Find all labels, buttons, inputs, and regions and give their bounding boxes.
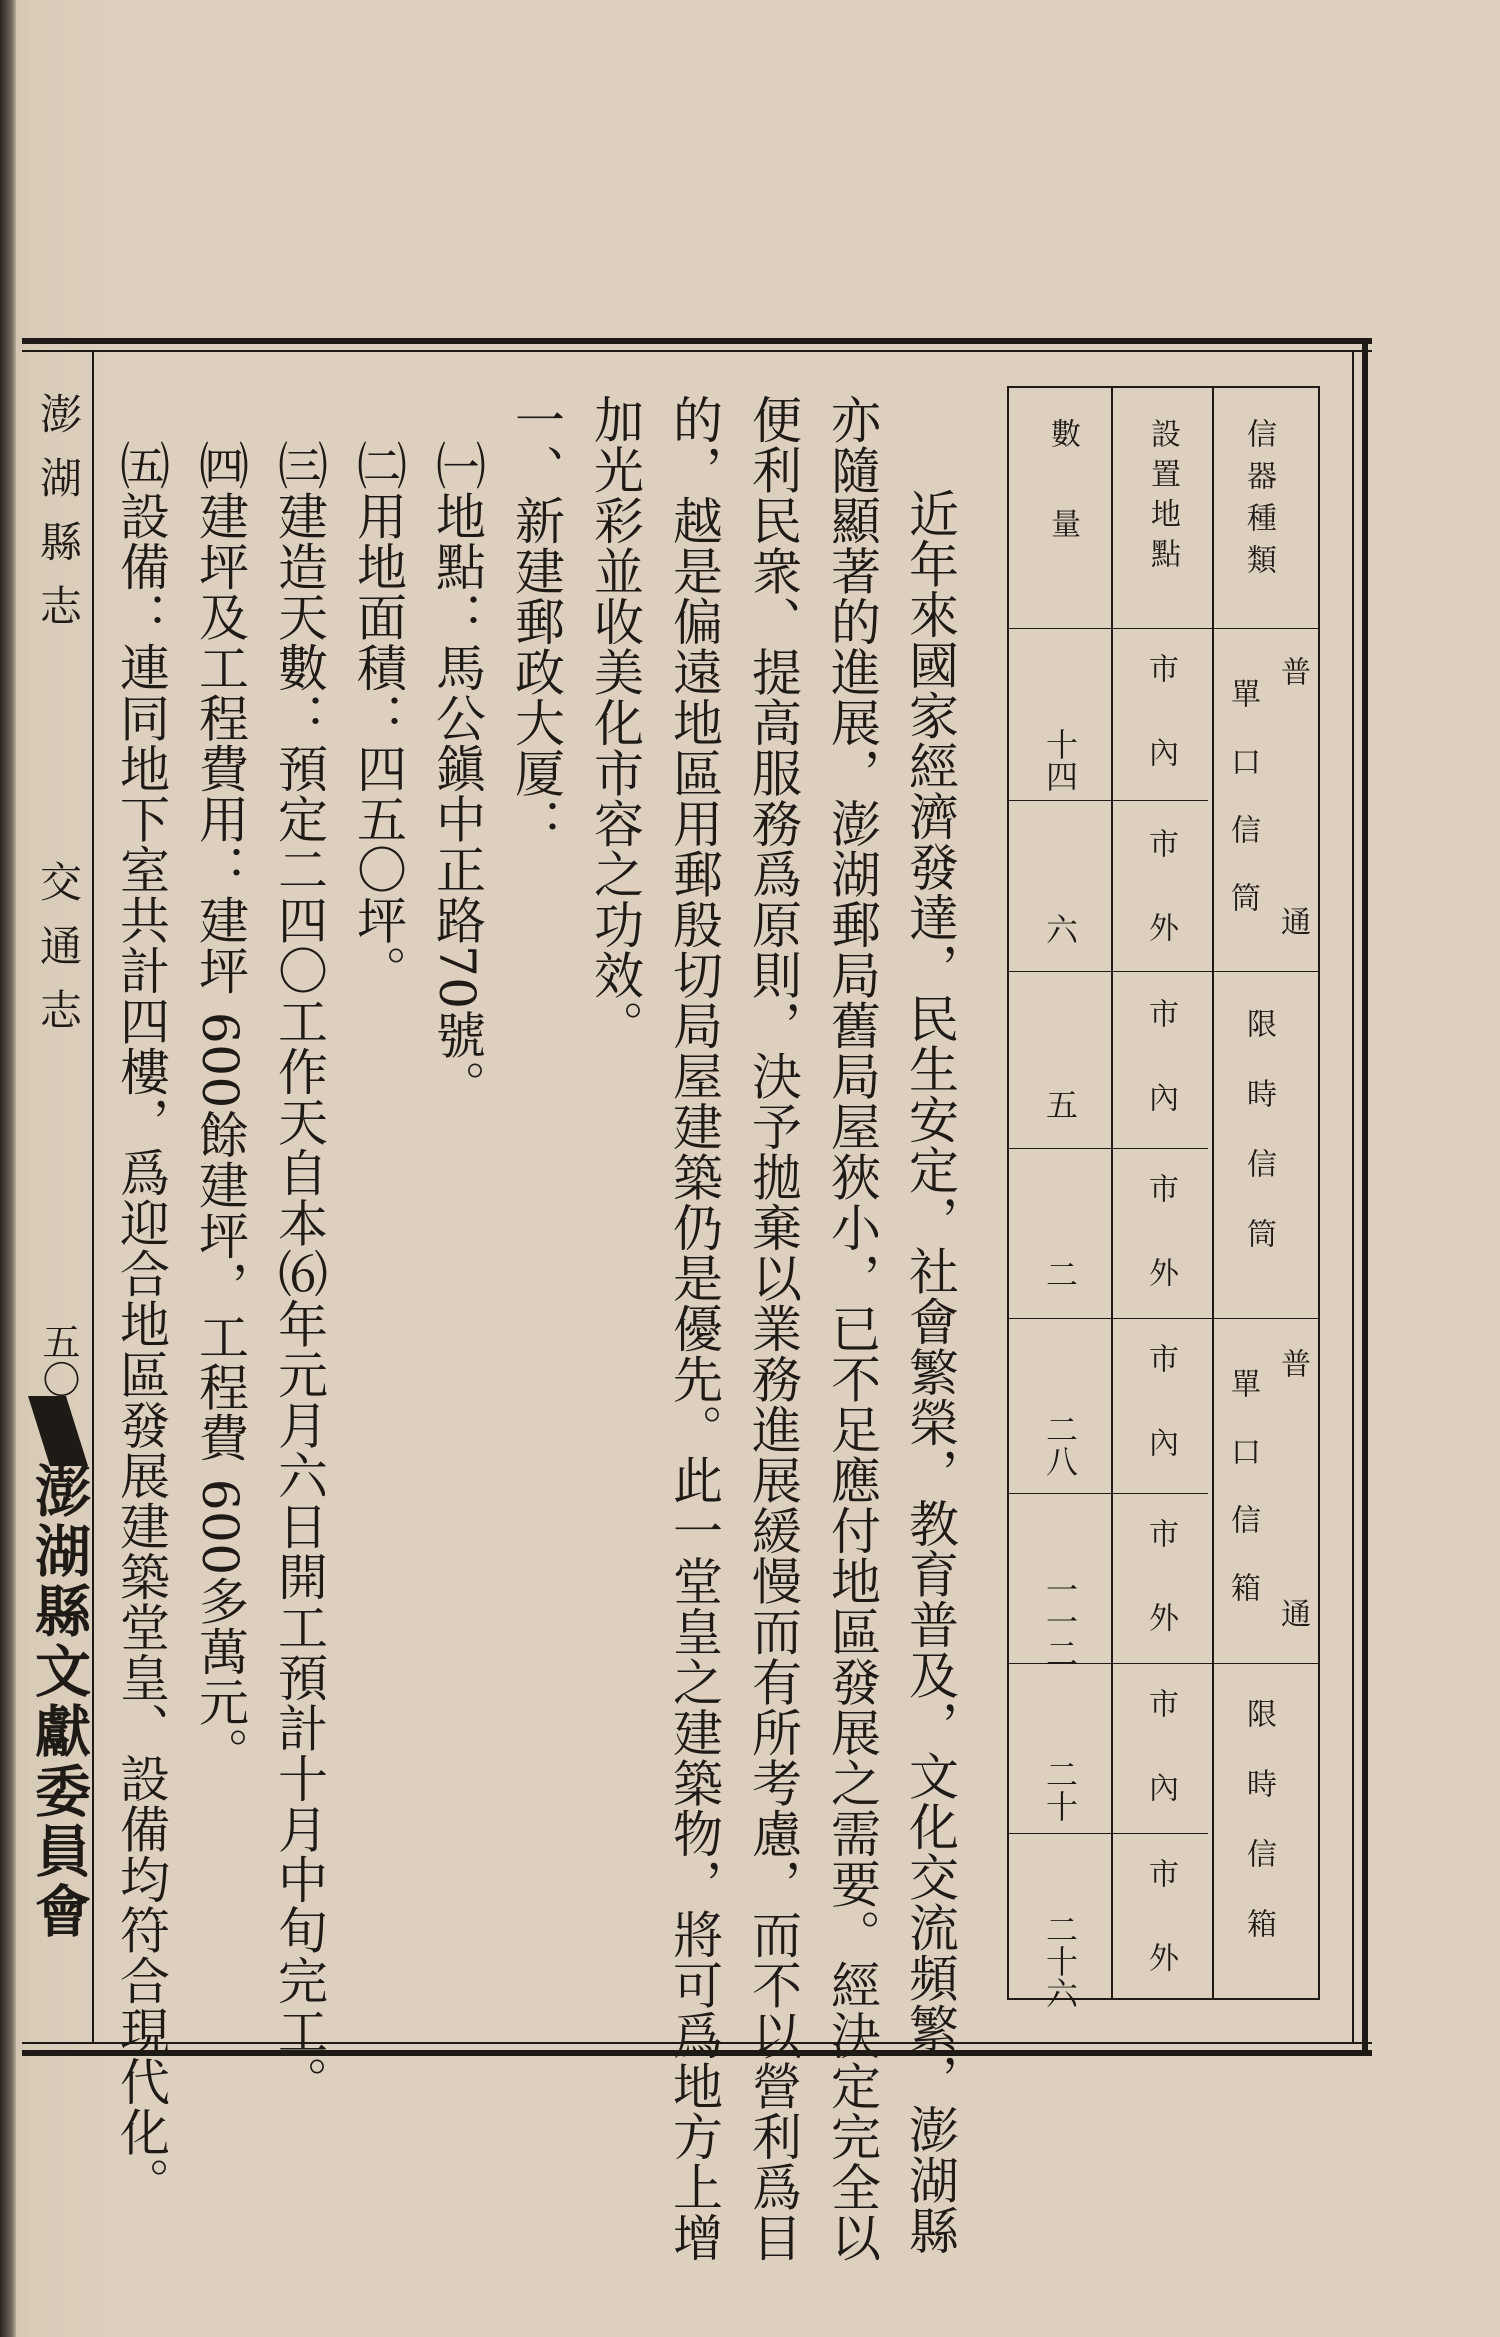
- body-paragraph-line: 便利民衆、提高服務爲原則，決予拋棄以業務進展緩慢而有所考慮，而不以營利爲目: [744, 394, 802, 2263]
- count-value: 一一二: [1041, 1573, 1079, 1669]
- location: 市內: [1143, 1343, 1178, 1511]
- table-rule: [1009, 1493, 1208, 1494]
- list-item: ㈤設備：連同地下室共計四樓，爲迎合地區發展建築堂皇、設備均符合現代化。: [112, 440, 170, 2208]
- publisher-name: 澎湖縣文獻委員會: [26, 1462, 92, 1942]
- row-header-location: 設置地點: [1145, 418, 1180, 578]
- location: 市外: [1143, 828, 1178, 996]
- type-single-tube: 單口信筒: [1225, 678, 1260, 950]
- body-paragraph-line: 的，越是偏遠地區用郵殷切局屋建築仍是優先。此一堂皇之建築物，將可爲地方上增: [665, 394, 723, 2263]
- mailbox-table: [1007, 386, 1320, 2026]
- frame-top-rule-thin: [22, 350, 1372, 352]
- location: 市內: [1143, 998, 1178, 1166]
- list-item: ㈠地點：馬公鎭中正路70號。: [428, 440, 486, 1111]
- group-label-ordinary-box: 普通: [1275, 1348, 1310, 1848]
- count-value: 五: [1041, 1088, 1079, 1120]
- count-value: 二八: [1041, 1413, 1079, 1477]
- table-divider: [1111, 388, 1113, 1998]
- list-item: ㈣建坪及工程費用：建坪 600餘建坪，工程費 600多萬元。: [191, 440, 249, 1778]
- count-value: 二十: [1041, 1758, 1079, 1822]
- separator-ornament-icon: [28, 1396, 88, 1466]
- table-rule: [1009, 800, 1208, 801]
- count-value: 二: [1041, 1258, 1079, 1290]
- location: 市內: [1143, 1688, 1178, 1856]
- row-header-count: 數量: [1045, 418, 1080, 598]
- book-title: 澎湖縣志: [34, 392, 83, 648]
- count-value: 二十六: [1041, 1913, 1079, 2009]
- table-header-separator: [1009, 628, 1318, 629]
- table-rule: [1009, 1833, 1208, 1834]
- frame-right-rule: [1362, 338, 1368, 2056]
- row-header-type: 信器種類: [1241, 418, 1276, 586]
- page-number: 五〇: [36, 1322, 80, 1398]
- location: 市外: [1143, 1518, 1178, 1686]
- type-express-box: 限時信箱: [1241, 1698, 1276, 1978]
- chapter-title: 交通志: [34, 860, 83, 1052]
- footer-margin-rule: [92, 352, 94, 2044]
- body-paragraph-line: 近年來國家經濟發達，民生安定，社會繁榮，教育普及，文化交流頻繁，澎湖縣: [901, 488, 959, 2256]
- list-item: ㈢建造天數：預定二四〇工作天自本⑹年元月六日開工預計十月中旬完工。: [270, 440, 328, 2107]
- type-express-tube: 限時信筒: [1241, 1008, 1276, 1288]
- frame-top-rule: [22, 338, 1372, 344]
- table-rule: [1009, 1148, 1208, 1149]
- section-heading: 一、新建郵政大厦：: [507, 394, 565, 849]
- location: 市外: [1143, 1173, 1178, 1341]
- location: 市外: [1143, 1858, 1178, 2026]
- table-divider: [1212, 388, 1214, 1998]
- type-single-box: 單口信箱: [1225, 1368, 1260, 1640]
- book-spine: [0, 0, 16, 2337]
- frame-right-rule-thin: [1352, 352, 1354, 2044]
- body-paragraph-line: 加光彩並收美化市容之功效。: [586, 394, 644, 1051]
- body-paragraph-line: 亦隨顯著的進展，澎湖郵局舊局屋狹小，已不足應付地區發展之需要。經決定完全以: [823, 394, 881, 2263]
- count-value: 六: [1041, 913, 1079, 945]
- location: 市內: [1143, 653, 1178, 821]
- group-label-ordinary-tube: 普通: [1275, 656, 1310, 1156]
- list-item: ㈡用地面積：四五〇坪。: [349, 440, 407, 996]
- count-value: 十四: [1041, 728, 1079, 792]
